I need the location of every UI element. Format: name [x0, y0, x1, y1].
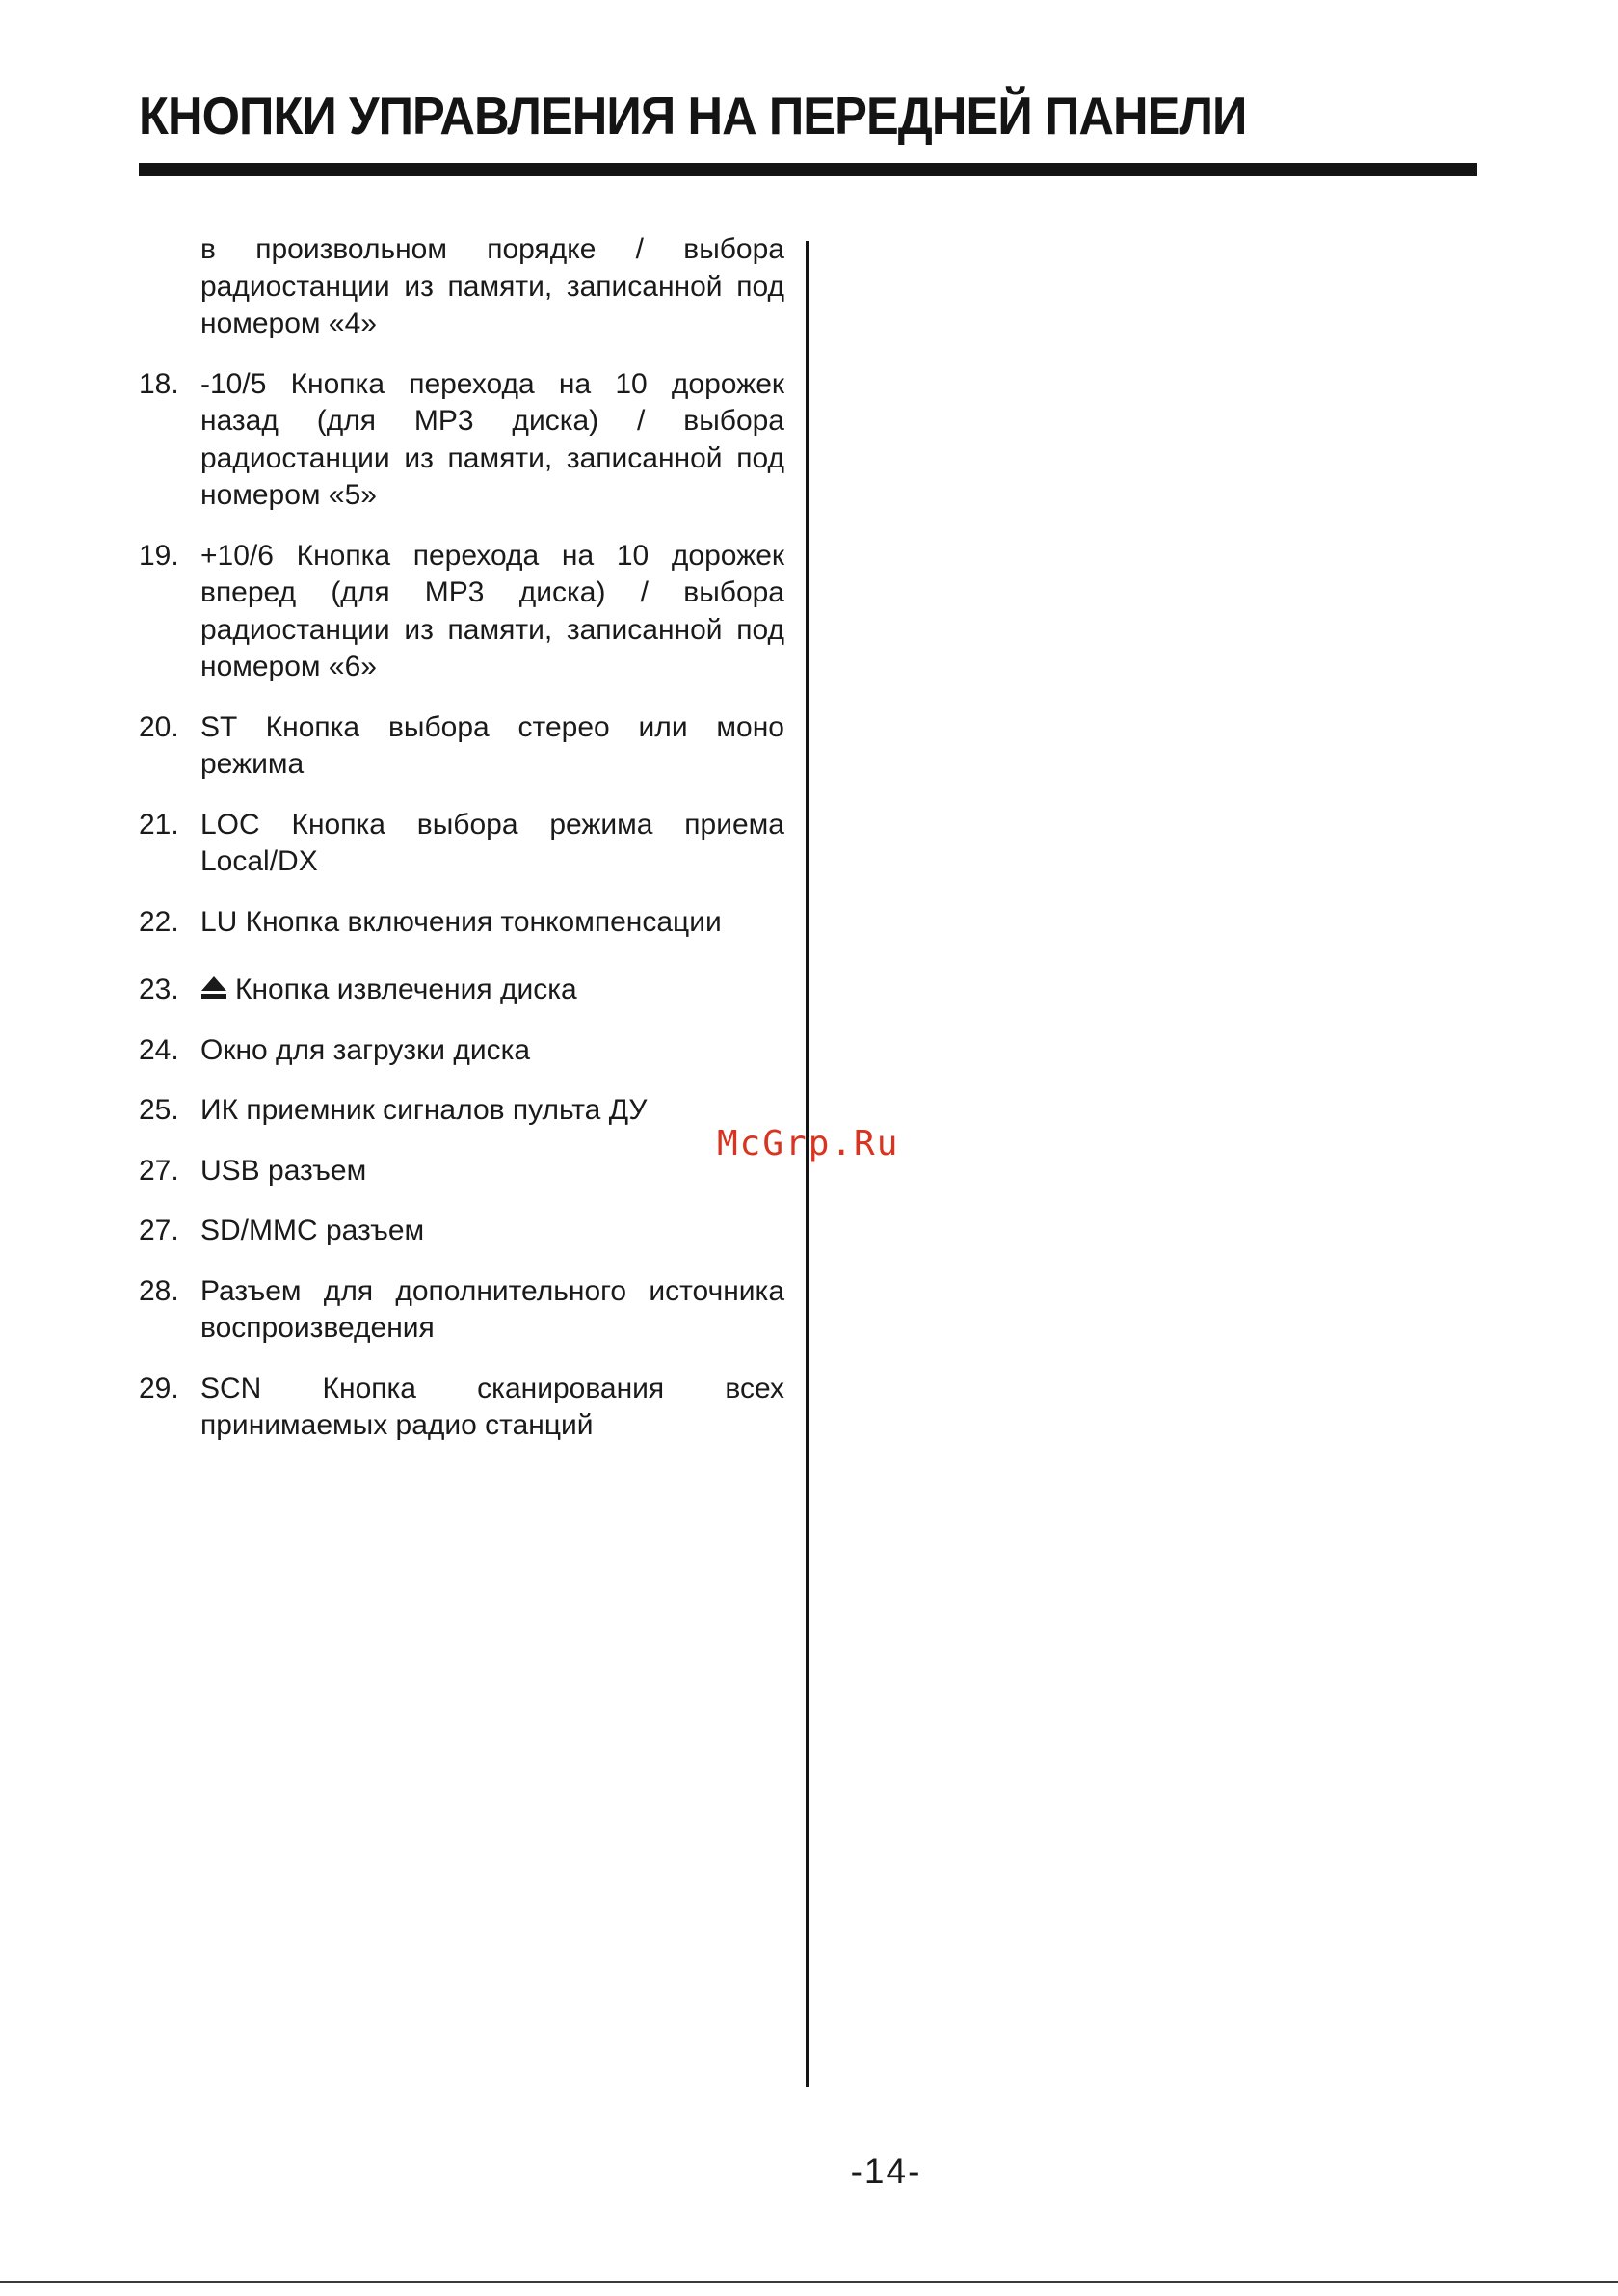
item-number: 21. [139, 808, 179, 841]
item-text: SD/MMC разъем [200, 1215, 425, 1246]
item-number: 20. [139, 710, 179, 743]
item-list [139, 231, 784, 1468]
title-rule [139, 163, 1477, 176]
item-number [139, 231, 200, 343]
item-number: 25. [139, 1094, 179, 1126]
item-text: Кнопка извлечения диска [235, 974, 577, 1005]
list-item [139, 231, 784, 343]
item-text: -10/5 Кнопка перехода на 10 дорожек назад (для MP3 диска) / выбора радиостанции из памяти, записанной под номером «5» [200, 367, 784, 511]
list-item [139, 807, 784, 881]
watermark: McGrp.Ru [717, 1124, 900, 1163]
column-divider [806, 241, 809, 2087]
item-number: 23. [139, 974, 179, 1005]
list-item [139, 1273, 784, 1348]
list-item [139, 366, 784, 515]
item-text: SCN Кнопка сканирования всех принимаемых радио станций [200, 1372, 784, 1441]
item-text: USB разъем [200, 1154, 367, 1187]
item-number: 24. [139, 1033, 179, 1066]
item-text: LOC Кнопка выбора режима приема Local/DX [200, 808, 784, 877]
item-text: +10/6 Кнопка перехода на 10 дорожек вперед (для MP3 диска) / выбора радиостанции из памяти, записанной под номером «6» [200, 539, 784, 682]
list-item [139, 538, 784, 686]
list-item [139, 1153, 784, 1190]
list-item [139, 1032, 784, 1070]
item-number: 28. [139, 1274, 179, 1307]
item-text: ИК приемник сигналов пульта ДУ [200, 1094, 648, 1126]
list-item [139, 972, 784, 1009]
item-text: LU Кнопка включения тонкомпенсации [200, 905, 722, 938]
item-number: 19. [139, 539, 179, 572]
item-number: 18. [139, 367, 179, 400]
item-text: ST Кнопка выбора стерео или моно режима [200, 710, 784, 780]
list-item [139, 709, 784, 784]
page-title: КНОПКИ УПРАВЛЕНИЯ НА ПЕРЕДНЕЙ ПАНЕЛИ [139, 86, 1247, 146]
item-number: 22. [139, 905, 179, 938]
list-item [139, 1371, 784, 1445]
item-number: 27. [139, 1154, 179, 1187]
list-item [139, 1213, 784, 1250]
eject-icon [200, 975, 227, 1001]
page-number: -14- [850, 2151, 922, 2191]
item-number: 27. [139, 1215, 179, 1246]
list-item [139, 1092, 784, 1130]
item-text: в произвольном порядке / выбора радиостанции из памяти, записанной под номером «4» [200, 233, 784, 339]
item-text: Разъем для дополнительного источника воспроизведения [200, 1274, 784, 1344]
item-text: Окно для загрузки диска [200, 1033, 531, 1066]
list-item [139, 904, 784, 942]
bottom-rule [0, 2281, 1618, 2283]
item-number: 29. [139, 1372, 179, 1404]
